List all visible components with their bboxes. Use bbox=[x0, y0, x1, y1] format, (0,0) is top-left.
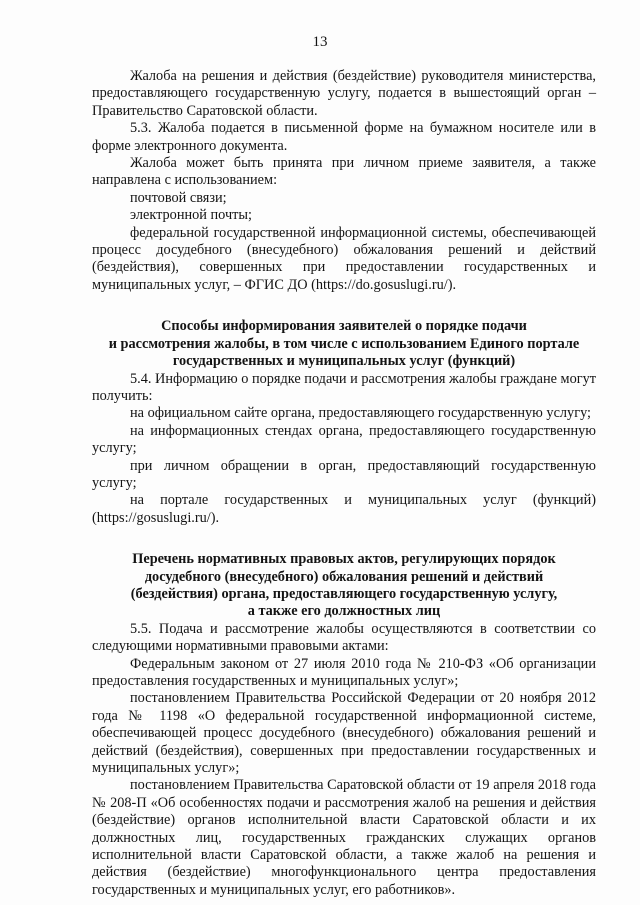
list-item: федеральной государственной информационной системы, обеспечивающей процесс досудебного (внесудебного) обжалования решений и действий (бездействия), совершенных при предоставлении государственных и муниципальных услуг, – ФГИС ДО (https://do.gosuslugi.ru/). bbox=[92, 224, 596, 293]
heading-line: Способы информирования заявителей о порядке подачи bbox=[161, 318, 527, 335]
section-heading-regulations bbox=[92, 551, 596, 621]
section-heading-informing bbox=[92, 318, 596, 370]
heading-line: государственных и муниципальных услуг (функций) bbox=[172, 353, 516, 370]
paragraph: Жалоба может быть принята при личном приеме заявителя, а также направлена с использованием: bbox=[92, 155, 596, 189]
heading-line: и рассмотрения жалобы, в том числе с использованием Единого портале bbox=[108, 335, 580, 352]
section-informing bbox=[92, 371, 596, 528]
heading-line: досудебного (внесудебного) обжалования решений и действий bbox=[144, 568, 544, 585]
heading-line: а также его должностных лиц bbox=[247, 603, 441, 620]
document-body bbox=[92, 68, 596, 899]
heading-line: Перечень нормативных правовых актов, регулирующих порядок bbox=[132, 551, 556, 568]
paragraph: 5.5. Подача и рассмотрение жалобы осуществляются в соответствии со следующими нормативными правовыми актами: bbox=[92, 620, 596, 655]
list-item: постановлением Правительства Саратовской области от 19 апреля 2018 года № 208-П «Об особенностях подачи и рассмотрения жалоб на решения и действия (бездействие) органов исполнительной власти Саратовской области и их должностных лиц, государственных гражданских служащих органов исполнительной власти Саратовской области, а также жалоб на решения и действия (бездействие) многофункционального центра предоставления государственных и муниципальных услуг, его работников». bbox=[92, 777, 596, 898]
paragraph: Жалоба на решения и действия (бездействие) руководителя министерства, предоставляющего государственную услугу, подается в вышестоящий орган – Правительство Саратовской области. bbox=[92, 68, 596, 119]
list-item: на портале государственных и муниципальных услуг (функций) (https://gosuslugi.ru/). bbox=[92, 492, 596, 526]
list-item: постановлением Правительства Российской Федерации от 20 ноября 2012 года № 1198 «О федеральной государственной информационной системе, обеспечивающей процесс досудебного (внесудебного) обжалования решений и действий (бездействия), совершенных при предоставлении государственных и муниципальных услуг»; bbox=[92, 690, 596, 777]
section-complaint-submission bbox=[92, 68, 596, 294]
list-item: на официальном сайте органа, предоставляющего государственную услугу; bbox=[130, 405, 592, 422]
list-item: почтовой связи; bbox=[130, 189, 227, 206]
list-item: на информационных стендах органа, предоставляющего государственную услугу; bbox=[92, 422, 596, 457]
heading-line: (бездействия) органа, предоставляющего государственную услугу, bbox=[130, 585, 558, 602]
list-item: Федеральным законом от 27 июля 2010 года № 210-ФЗ «Об организации предоставления государственных и муниципальных услуг»; bbox=[92, 655, 596, 689]
paragraph: 5.4. Информацию о порядке подачи и рассмотрения жалобы граждане могут получить: bbox=[92, 370, 596, 404]
paragraph: 5.3. Жалоба подается в письменной форме на бумажном носителе или в форме электронного документа. bbox=[92, 120, 596, 154]
page-number: 13 bbox=[312, 34, 328, 50]
section-regulations bbox=[92, 621, 596, 900]
list-item: электронной почты; bbox=[130, 207, 252, 224]
list-item: при личном обращении в орган, предоставляющий государственную услугу; bbox=[92, 457, 596, 491]
